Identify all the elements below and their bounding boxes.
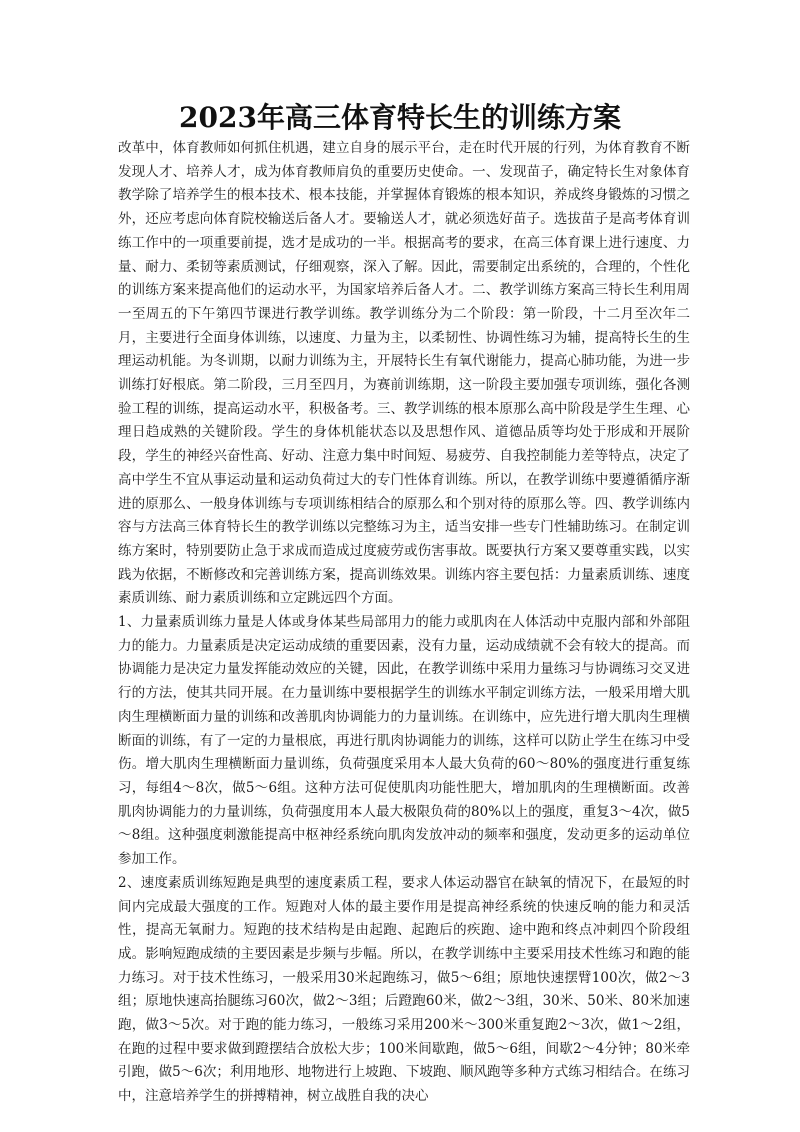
paragraph-intro: 改革中，体育教师如何抓住机遇，建立自身的展示平台，走在时代开展的行列，为体育教育不断发现人才、培养人才，成为体育教师肩负的重要历史使命。一、发现苗子，确定特长生对象体育教学除了培养学生的根本技术、根本技能，并掌握体育锻炼的根本知识，养成终身锻炼的习惯之外，还应考虑向体育院校输送后备人才。要输送人才，就必须选好苗子。选拔苗子是高考体育训练工作中的一项重要前提，选才是成功的一半。根据高考的要求，在高三体育课上进行速度、力量、耐力、柔韧等素质测试，仔细观察，深入了解。因此，需要制定出系统的，合理的，个性化的训练方案来提高他们的运动水平，为国家培养后备人才。二、教学训练方案高三特长生利用周一至周五的下午第四节课进行教学训练。教学训练分为二个阶段：第一阶段，十二月至次年二月，主要进行全面身体训练，以速度、力量为主，以柔韧性、协调性练习为辅，提高特长生的生理运动机能。为冬训期，以耐力训练为主，开展特长生有氧代谢能力，提高心肺功能，为进一步训练打好根底。第二阶段，三月至四月，为赛前训练期，这一阶段主要加强专项训练，强化各测验工程的训练，提高运动水平，积极备考。三、教学训练的根本原那么高中阶段是学生生理、心理日趋成熟的关键阶段。学生的身体机能状态以及思想作风、道德品质等均处于形成和开展阶段，学生的神经兴奋性高、好动、注意力集中时间短、易疲劳、自我控制能力差等特点，决定了高中学生不宜从事运动量和运动负荷过大的专门性体育训练。所以，在教学训练中要遵循循序渐进的原那么、一般身体训练与专项训练相结合的原那么和个别对待的原那么等。四、教学训练内容与方法高三体育特长生的教学训练以完整练习为主，适当安排一些专门性辅助练习。在制定训练方案时，特别要防止急于求成而造成过度疲劳或伤害事故。既要执行方案又要尊重实践，以实践为依据，不断修改和完善训练方案，提高训练效果。训练内容主要包括：力量素质训练、速度素质训练、耐力素质训练和立定跳远四个方面。 [118,140,690,607]
document-title: 2023年高三体育特长生的训练方案 [179,101,621,134]
paragraph-speed-training: 2、速度素质训练短跑是典型的速度素质工程，要求人体运动器官在缺氧的情况下，在最短的时间内完成最大强度的工作。短跑对人体的最主要作用是提高神经系统的快速反响的能力和灵活性，提高无氧耐力。短跑的技术结构是由起跑、起跑后的疾跑、途中跑和终点冲刺四个阶段组成。影响短跑成绩的主要因素是步频与步幅。所以，在教学训练中主要采用技术性练习和跑的能力练习。对于技术性练习，一般采用30米起跑练习，做5～6组；原地快速摆臂100次，做2～3组；原地快速高抬腿练习60次，做2～3组；后蹬跑60米，做2～3组，30米、50米、80米加速跑，做3～5次。对于跑的能力练习，一般练习采用200米～300米重复跑2～3次，做1～2组，在跑的过程中要求做到蹬摆结合放松大步；100米间歇跑，做5～6组，间歇2～4分钟；80米牵引跑，做5～6次；利用地形、地物进行上坡跑、下坡跑、顺风跑等多种方式练习相结合。在练习中，注意培养学生的拼搏精神，树立战胜自我的决心 [118,874,690,1105]
document-body [118,137,690,1109]
paragraph-strength-training: 1、力量素质训练力量是人体或身体某些局部用力的能力或肌肉在人体活动中克服内部和外部阻力的能力。力量素质是决定运动成绩的重要因素，没有力量，运动成绩就不会有较大的提高。而协调能力是决定力量发挥能动效应的关键，因此，在教学训练中采用力量练习与协调练习交叉进行的方法，使其共同开展。在力量训练中要根据学生的训练水平制定训练方法，一般采用增大肌肉生理横断面力量的训练和改善肌肉协调能力的力量训练。在训练中，应先进行增大肌肉生理横断面的训练，有了一定的力量根底，再进行肌肉协调能力的训练，这样可以防止学生在练习中受伤。增大肌肉生理横断面力量训练，负荷强度采用本人最大负荷的60～80%的强度进行重复练习，每组4～8次，做5～6组。这种方法可促使肌肉功能性肥大，增加肌肉的生理横断面。改善肌肉协调能力的力量训练，负荷强度用本人最大极限负荷的80%以上的强度，重复3～4次，做5～8组。这种强度刺激能提高中枢神经系统向肌肉发放冲动的频率和强度，发动更多的运动单位参加工作。 [118,614,690,868]
